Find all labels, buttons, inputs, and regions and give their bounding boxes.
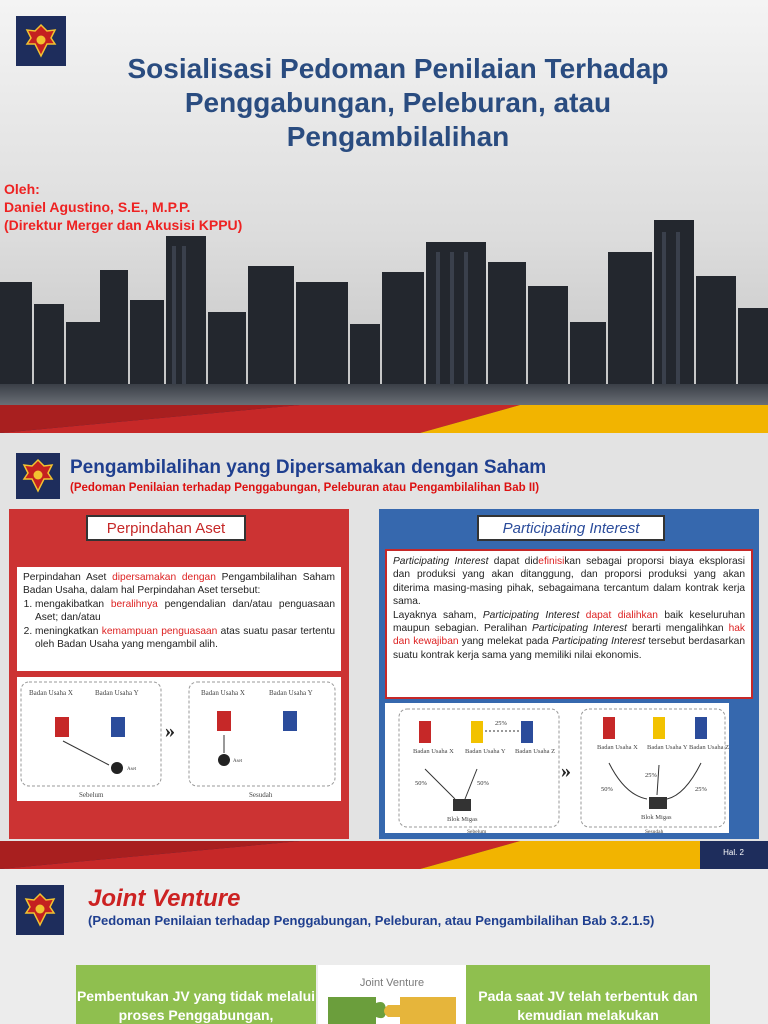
bu-y-label: Badan Usaha Y (95, 689, 139, 697)
asset-icon (111, 762, 123, 774)
svg-text:50%: 50% (477, 780, 489, 787)
svg-text:50%: 50% (415, 780, 427, 787)
puzzle-handshake-icon (318, 987, 466, 1024)
svg-text:Sesudah: Sesudah (645, 829, 664, 833)
building-red-icon (419, 721, 431, 743)
svg-text:Badan Usaha X: Badan Usaha X (597, 744, 638, 751)
building-blue-icon (695, 717, 707, 739)
svg-text:Badan Usaha X: Badan Usaha X (201, 689, 245, 697)
arrow-icon: » (561, 760, 571, 782)
svg-text:Aset: Aset (127, 767, 137, 772)
flag-stripe (0, 841, 768, 869)
author-name: Daniel Agustino, S.E., M.P.P. (4, 199, 191, 215)
author-role: (Direktur Merger dan Akusisi KPPU) (4, 217, 243, 233)
author-label: Oleh: (4, 181, 40, 197)
garuda-logo (16, 16, 66, 66)
svg-text:25%: 25% (495, 720, 507, 727)
slide-subtitle: (Pedoman Penilaian terhadap Penggabungan, Peleburan atau Pengambilalihan Bab II) (70, 482, 540, 494)
city-skyline-image (0, 212, 768, 412)
garuda-emblem-icon (23, 891, 57, 929)
slide-subtitle: (Pedoman Penilaian terhadap Penggabungan, Peleburan, atau Pengambilalihan Bab 3.2.1.5) (88, 913, 655, 928)
building-red-icon (603, 717, 615, 739)
svg-text:Sebelum: Sebelum (79, 791, 104, 799)
panel-heading: Participating Interest (477, 515, 665, 541)
joint-venture-label: Joint Venture (359, 977, 425, 989)
svg-text:25%: 25% (695, 786, 707, 793)
joint-venture-graphic (318, 965, 466, 1024)
building-blue-icon (283, 711, 297, 731)
jv-box-left: Pembentukan JV yang tidak melalui proses Penggabungan, (76, 965, 316, 1024)
building-yellow-icon (653, 717, 665, 739)
svg-text:50%: 50% (601, 786, 613, 793)
perpindahan-aset-text: Perpindahan Aset dipersamakan dengan Pengambilalihan Saham Badan Usaha, dalam hal Perpindahan Aset tersebut: 1. mengakibatkan beralihnya pengendalian dan/atau penguasaan Aset; dan/atau 2. meningkatkan kemampuan penguasaan atas suatu pasar tertentu oleh Badan Usaha yang mengambil alih. (17, 567, 341, 671)
svg-text:Badan Usaha X: Badan Usaha X (413, 748, 454, 755)
svg-text:Badan Usaha Y: Badan Usaha Y (269, 689, 313, 697)
garuda-logo (16, 453, 60, 499)
svg-text:Blok Migas: Blok Migas (447, 816, 478, 823)
page-number: Hal. 2 (723, 848, 744, 857)
svg-text:Badan Usaha Y: Badan Usaha Y (647, 744, 688, 751)
svg-text:Sebelum: Sebelum (467, 829, 487, 833)
building-red-icon (55, 717, 69, 737)
aset-diagram (17, 677, 341, 801)
bu-x-label: Badan Usaha X (29, 689, 73, 697)
participating-interest-panel (379, 509, 759, 839)
building-red-icon (217, 711, 231, 731)
presentation-title: Sosialisasi Pedoman Penilaian Terhadap Penggabungan, Peleburan, atau Pengambilalihan (127, 53, 669, 152)
svg-text:Sesudah: Sesudah (249, 791, 273, 799)
garuda-logo (16, 885, 64, 935)
panel-heading: Perpindahan Aset (86, 515, 246, 541)
participating-interest-diagram (385, 703, 729, 833)
building-yellow-icon (471, 721, 483, 743)
svg-text:Blok Migas: Blok Migas (641, 814, 672, 821)
garuda-emblem-icon (21, 457, 55, 495)
svg-text:Badan Usaha Z: Badan Usaha Z (515, 748, 556, 755)
slide-title: Pengambilalihan yang Dipersamakan dengan Saham (70, 457, 547, 478)
slide-pengambilalihan (0, 433, 768, 869)
oil-rig-icon (649, 797, 667, 809)
slide-title: Joint Venture (88, 885, 241, 912)
perpindahan-aset-panel (9, 509, 349, 839)
svg-text:Badan Usaha Y: Badan Usaha Y (465, 748, 506, 755)
svg-text:25%: 25% (645, 772, 657, 779)
arrow-icon: » (165, 720, 175, 742)
oil-rig-icon (453, 799, 471, 811)
asset-icon (218, 754, 230, 766)
flag-stripe (0, 405, 768, 433)
garuda-emblem-icon (24, 22, 58, 60)
building-blue-icon (111, 717, 125, 737)
slide-joint-venture (0, 869, 768, 1024)
title-slide (0, 0, 768, 433)
participating-interest-text: Participating Interest dapat didefinisikan sebagai proporsi biaya eksplorasi dan produksi yang akan ditanggung, dan proporsi produksi yang akan diterima masing-masing pihak, sebagaimana tercantum dalam kontrak kerja sama. Layaknya saham, Participating Interest dapat dialihkan baik keseluruhan maupun sebagian. Peralihan Participating Interest berarti mengalihkan hak dan kewajiban yang melekat pada Participating Interest tersebut berdasarkan suatu kontrak kerja sama yang memiliki nilai ekonomis. (385, 549, 753, 699)
svg-text:Badan Usaha Z: Badan Usaha Z (689, 744, 729, 751)
svg-text:Aset: Aset (233, 759, 243, 764)
building-blue-icon (521, 721, 533, 743)
jv-box-right: Pada saat JV telah terbentuk dan kemudian melakukan (466, 965, 710, 1024)
